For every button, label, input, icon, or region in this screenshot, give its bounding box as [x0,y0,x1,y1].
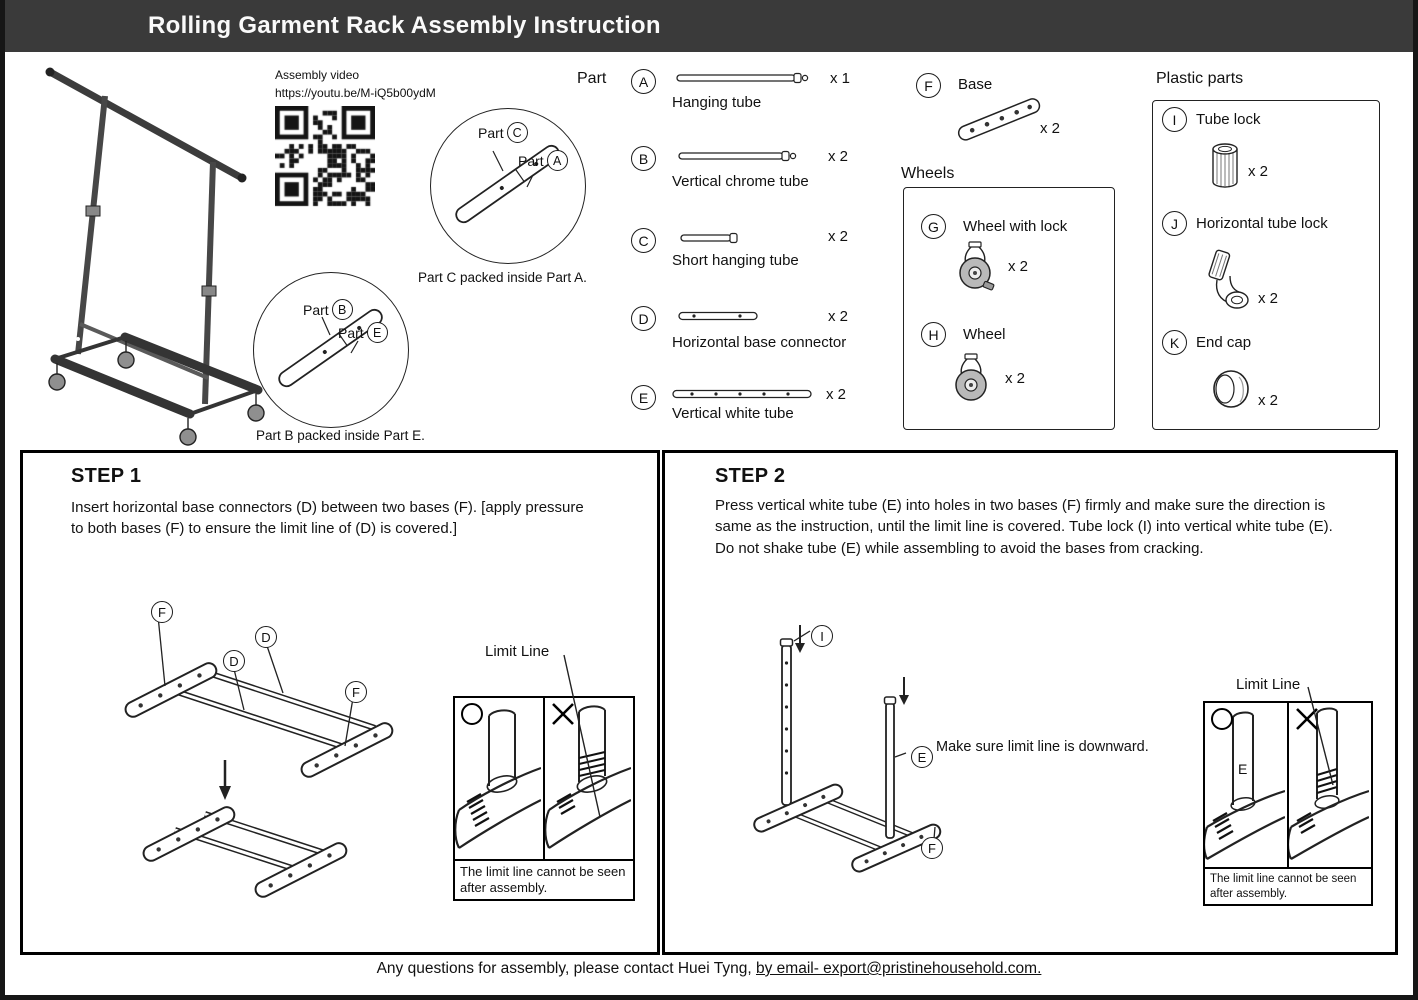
part-name: Wheel with lock [963,218,1068,235]
part-letter-badge: C [631,228,656,253]
inset-caption: The limit line cannot be seen after assembly. [455,859,633,900]
part-name: Horizontal tube lock [1196,215,1328,232]
vertical-white-tube-graphic [670,386,820,402]
footer-contact [0,960,1418,978]
end-cap-graphic [1205,365,1253,413]
part-name: Vertical white tube [672,405,794,422]
step1-limit-line-inset [453,696,635,901]
callout-caption-e: Part B packed inside Part E. [256,428,425,443]
step1-assembly-illustration [103,588,483,908]
part-qty: x 1 [830,70,851,87]
step2-limit-line-inset [1203,701,1373,906]
part-letter-badge: C [507,122,528,143]
wheels-heading: Wheels [901,165,955,182]
correct-panel [455,698,545,859]
part-letter-badge: D [631,306,656,331]
part-qty: x 2 [826,386,847,403]
part-name: Horizontal base connector [672,334,847,351]
footer-text: Any questions for assembly, please contact Huei Tyng, [376,960,756,977]
part-letter-badge: G [921,214,946,239]
short-hanging-tube-graphic [678,230,744,246]
inset-caption: The limit line cannot be seen after assembly. [1205,867,1371,904]
vertical-chrome-tube-graphic [676,148,800,164]
callout-label-part-c: Part C [478,122,528,143]
wheel-graphic [948,352,994,406]
wheel-with-lock-graphic [952,240,998,294]
assembly-video-label: Assembly video [275,68,360,82]
incorrect-panel [545,698,633,859]
header-bar [0,0,1418,52]
tube-lock-graphic [1205,140,1245,195]
parts-heading: Part [577,70,607,87]
limit-line-note: Make sure limit line is downward. [936,739,1149,755]
part-letter-badge: K [1162,330,1187,355]
limit-line-label: Limit Line [1236,676,1301,693]
step1-title: STEP 1 [71,465,142,487]
incorrect-panel [1289,703,1371,867]
part-name: Tube lock [1196,111,1261,128]
part-callout-f: F [345,681,367,703]
callout-label-part-b: Part B [303,299,353,320]
horizontal-base-connector-graphic [676,308,766,324]
base-graphic [950,88,1050,150]
part-letter-badge: E [631,385,656,410]
part-qty: x 2 [828,148,849,165]
part-callout-d: D [255,626,277,648]
part-callout-d: D [223,650,245,672]
part-name: End cap [1196,334,1252,351]
part-letter-badge: A [547,150,568,171]
wrong-mark-icon [1294,706,1320,732]
part-qty: x 2 [1005,370,1026,387]
part-letter-badge: B [332,299,353,320]
part-qty: x 2 [1258,392,1279,409]
part-letter-badge: B [631,146,656,171]
callout-label-part-e: Part E [338,322,388,343]
part-letter-badge: J [1162,211,1187,236]
part-callout-i: I [811,625,833,647]
part-letter-badge: E [367,322,388,343]
part-name: Short hanging tube [672,252,799,269]
hanging-tube-graphic [674,70,812,86]
limit-line-label: Limit Line [485,643,550,660]
part-qty: x 2 [828,228,849,245]
footer-email: by email- export@pristinehousehold.com. [755,960,1042,977]
callout-label-part-a: Part A [518,150,568,171]
callout-circle-part-e [253,272,409,428]
part-qty: x 2 [1040,120,1061,137]
plastic-parts-box [1152,100,1380,430]
part-letter-badge: I [1162,107,1187,132]
part-qty: x 2 [1258,290,1279,307]
correct-mark-icon [1211,708,1233,730]
step2-title: STEP 2 [715,465,786,487]
garment-rack-illustration [30,56,270,456]
part-callout-e: E [911,746,933,768]
part-b-inside-e-illustration [254,273,407,426]
part-letter-badge: A [631,69,656,94]
correct-panel [1205,703,1289,867]
assembly-video-url: https://youtu.be/M-iQ5b00ydM [275,86,436,100]
correct-mark-icon [461,703,483,725]
part-qty: x 2 [1008,258,1029,275]
tube-e-label: E [1238,761,1248,777]
step1-instructions: Insert horizontal base connectors (D) between two bases (F). [apply pressure to both bases (F) to ensure the limit line of (D) is covered.] [71,499,584,538]
part-letter-badge: F [916,73,941,98]
qr-code [275,106,375,211]
part-name: Wheel [963,326,1006,343]
page-title: Rolling Garment Rack Assembly Instruction [148,12,661,39]
horizontal-tube-lock-graphic [1200,248,1252,314]
callout-caption-a: Part C packed inside Part A. [418,270,587,285]
part-name: Base [958,76,993,93]
part-name: Vertical chrome tube [672,173,809,190]
part-callout-f: F [151,601,173,623]
part-callout-f: F [921,837,943,859]
step2-section [662,450,1398,955]
step2-instructions: Press vertical white tube (E) into holes in two bases (F) firmly and make sure the direction is same as the instruction, until the limit line is covered. Tube lock (I) into vertical white tube (E). Do not shake tube (E) while assembling to avoid the bases from cracking. [715,497,1333,557]
wrong-mark-icon [550,701,576,727]
part-qty: x 2 [1248,163,1269,180]
step1-section [20,450,660,955]
plastic-parts-heading: Plastic parts [1156,70,1244,87]
part-name: Hanging tube [672,94,762,111]
part-letter-badge: H [921,322,946,347]
part-qty: x 2 [828,308,849,325]
